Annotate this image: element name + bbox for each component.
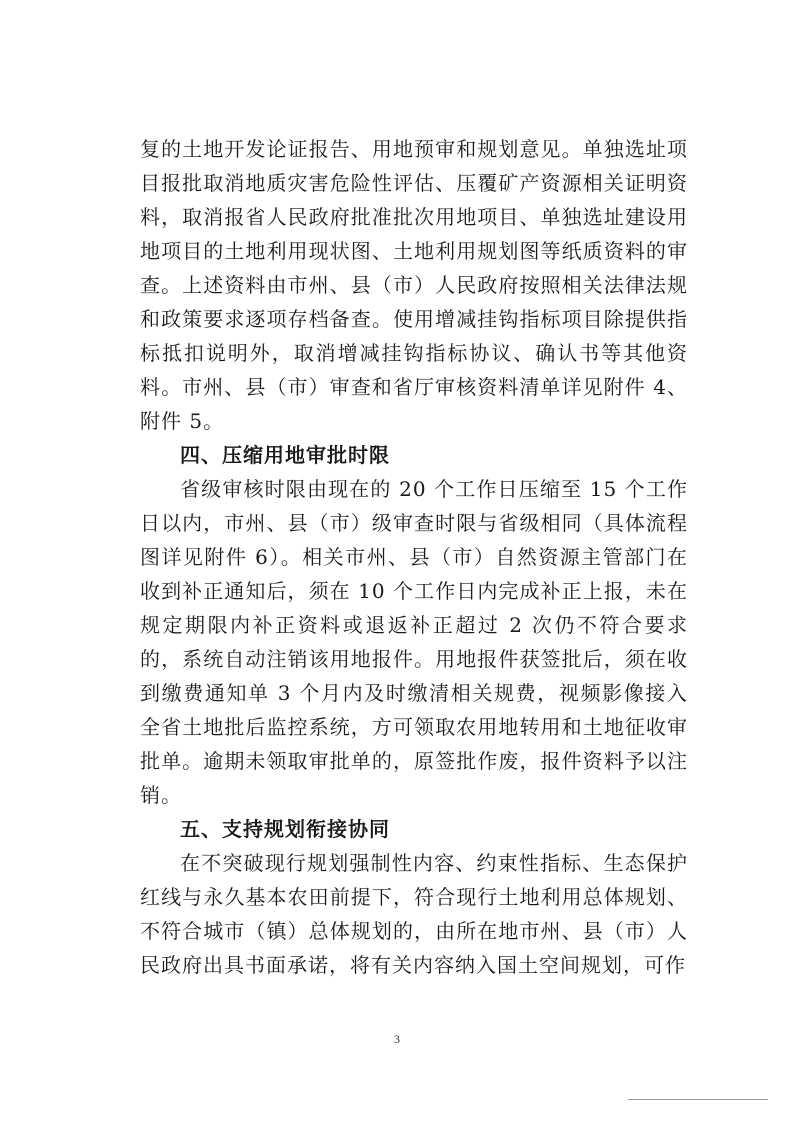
paragraph-2: 省级审核时限由现在的 20 个工作日压缩至 15 个工作日以内，市州、县（市）级审查时限与省级相同（具体流程图详见附件 6）。相关市州、县（市）自然资源主管部门在收到补正通知后，须在 10 个工作日内完成补正上报，未在规定期限内补正资料或退返补正超过 2 次仍不符合要求的，系统自动注销该用地报件。用地报件获签批后，须在收到缴费通知单 3 个月内及时缴清相关规费，视频影像接入全省土地批后监控系统，方可领取农用地转用和土地征收审批单。逾期未领取审批单的，原签批作废，报件资料予以注销。	[140, 477, 688, 807]
paragraph-3: 在不突破现行规划强制性内容、约束性指标、生态保护红线与永久基本农田前提下，符合现行土地利用总体规划、不符合城市（镇）总体规划的，由所在地市州、县（市）人民政府出具书面承诺，将有关内容纳入国土空间规划，可作	[140, 851, 688, 977]
section-heading-4: 四、压缩用地审批时限	[180, 443, 390, 467]
paragraph-1: 复的土地开发论证报告、用地预审和规划意见。单独选址项目报批取消地质灾害危险性评估、压覆矿产资源相关证明资料，取消报省人民政府批准批次用地项目、单独选址建设用地项目的土地利用现状图、土地利用规划图等纸质资料的审查。上述资料由市州、县（市）人民政府按照相关法律法规和政策要求逐项存档备查。使用增减挂钩指标项目除提供指标抵扣说明外，取消增减挂钩指标协议、确认书等其他资料。市州、县（市）审查和省厅审核资料清单详见附件 4、附件 5。	[140, 137, 688, 433]
document-body	[140, 132, 688, 982]
section-heading-5: 五、支持规划衔接协同	[180, 817, 390, 841]
scan-artifact-line	[628, 1099, 768, 1100]
page-number: 3	[394, 1032, 400, 1046]
